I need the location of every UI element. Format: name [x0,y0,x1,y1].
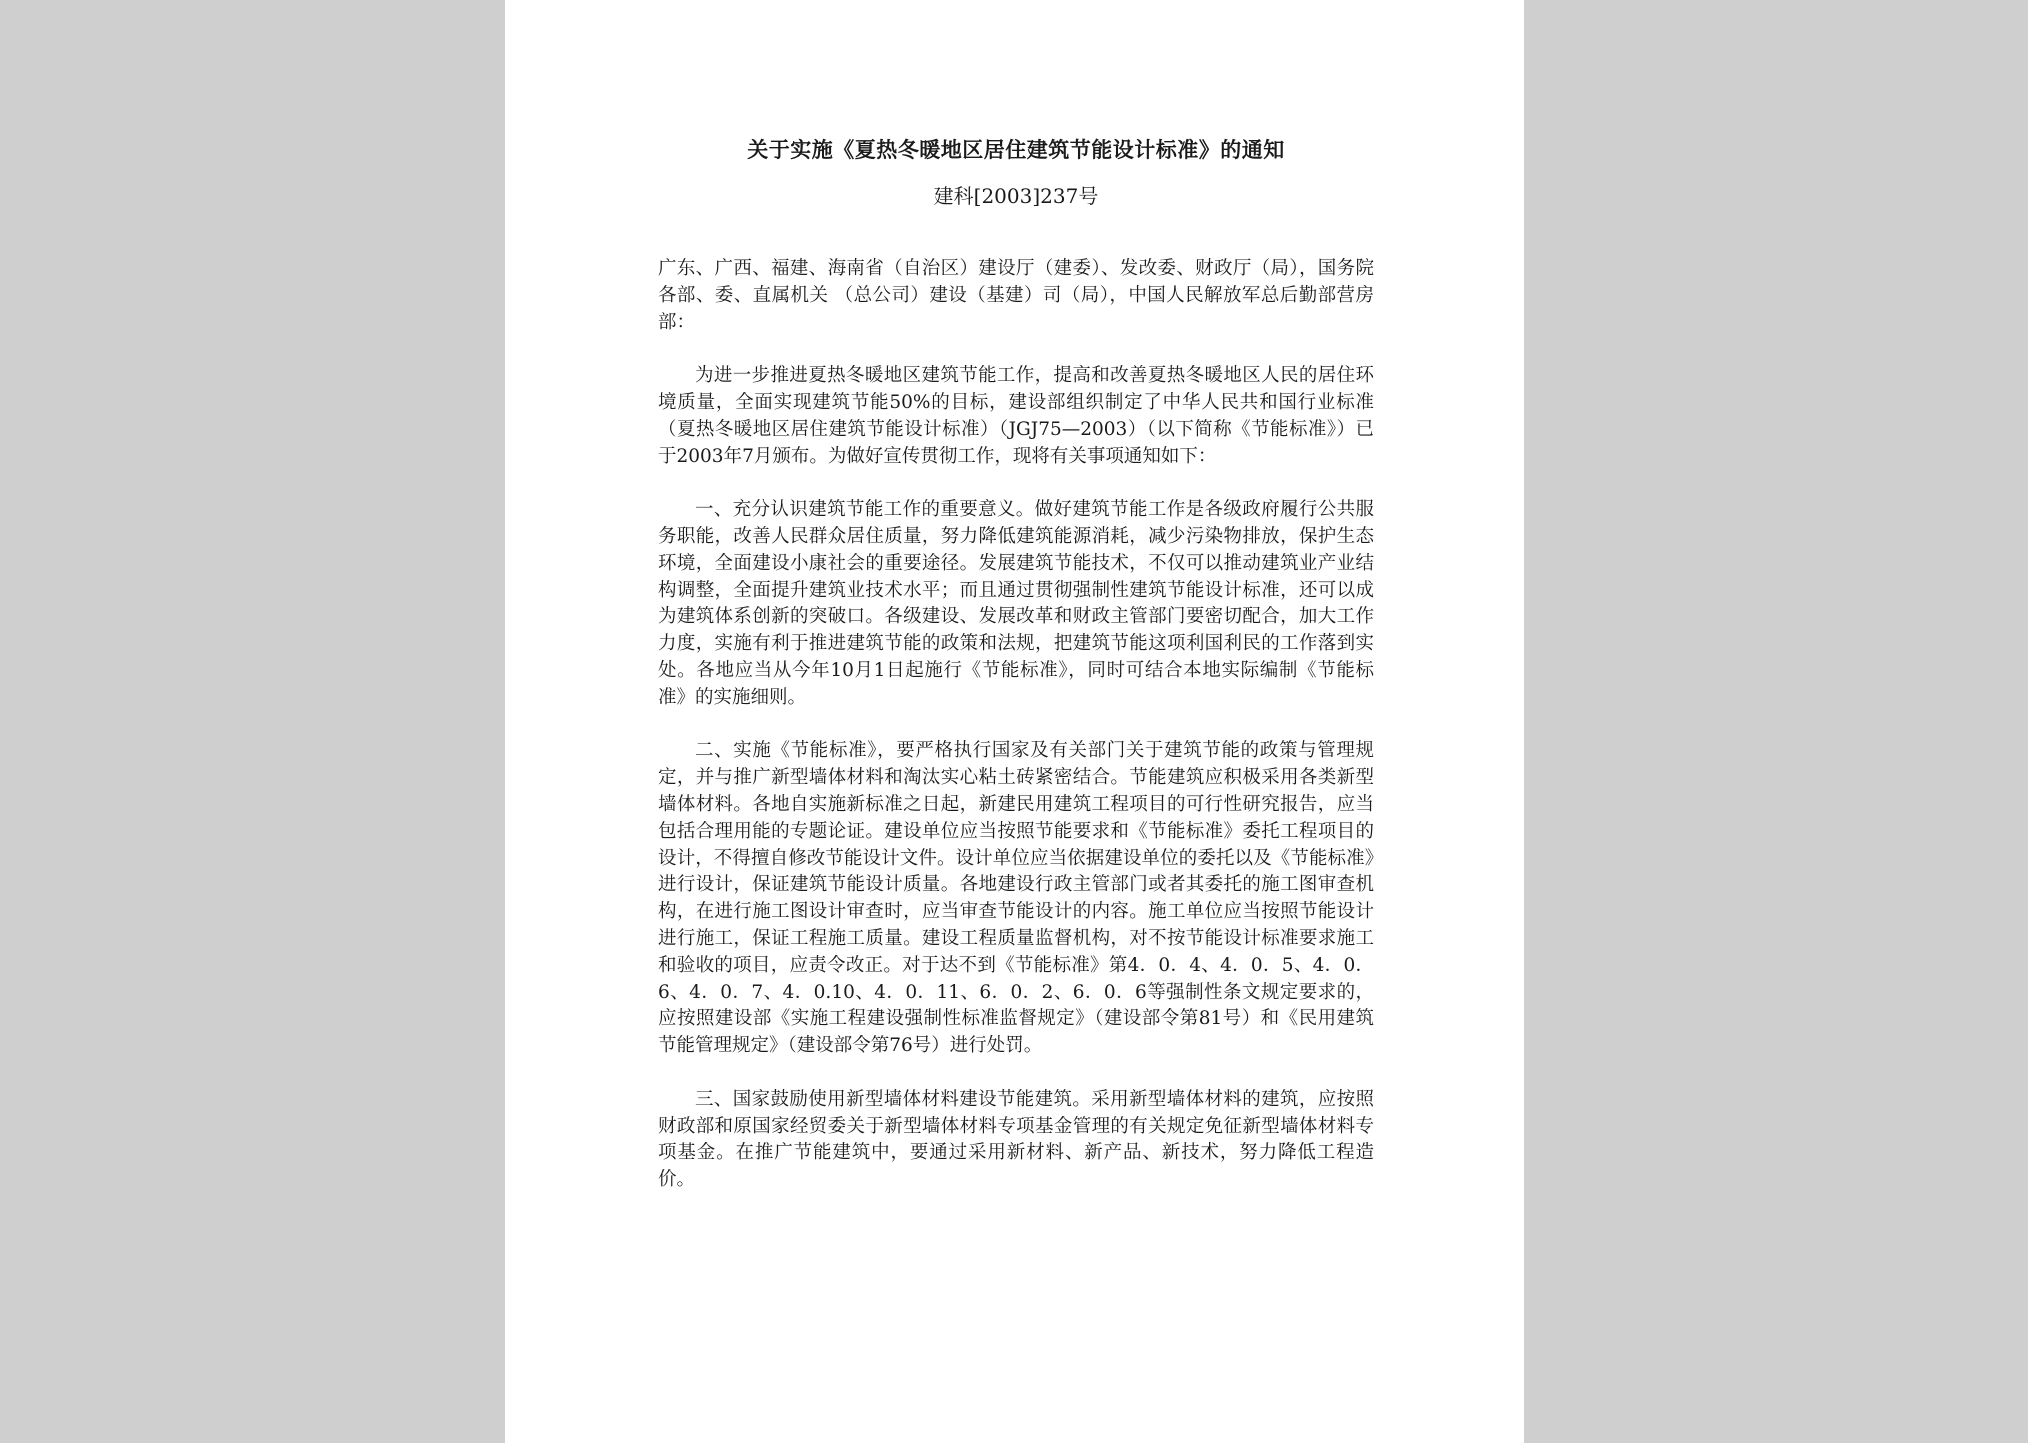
page-content [658,132,1374,1194]
paragraph-section-3: 三、国家鼓励使用新型墙体材料建设节能建筑。采用新型墙体材料的建筑，应按照财政部和原国家经贸委关于新型墙体材料专项基金管理的有关规定免征新型墙体材料专项基金。在推广节能建筑中，要通过采用新材料、新产品、新技术，努力降低工程造价。 [658,1088,1374,1191]
document-number: 建科[2003]237号 [933,184,1099,208]
document-page [505,0,1524,1443]
paragraph-intro: 为进一步推进夏热冬暖地区建筑节能工作，提高和改善夏热冬暖地区人民的居住环境质量，全面实现建筑节能50%的目标，建设部组织制定了中华人民共和国行业标准（夏热冬暖地区居住建筑节能设计标准）（JGJ75—2003）（以下简称《节能标准》）已于2003年7月颁布。为做好宣传贯彻工作，现将有关事项通知如下： [658,365,1374,467]
addressee: 广东、广西、福建、海南省（自治区）建设厅（建委）、发改委、财政厅（局），国务院各部、委、直属机关 （总公司）建设（基建）司（局），中国人民解放军总后勤部营房部： [658,258,1374,333]
paragraph-section-2: 二、实施《节能标准》，要严格执行国家及有关部门关于建筑节能的政策与管理规定，并与推广新型墙体材料和淘汰实心粘土砖紧密结合。节能建筑应积极采用各类新型墙体材料。各地自实施新标准之日起，新建民用建筑工程项目的可行性研究报告，应当包括合理用能的专题论证。建设单位应当按照节能要求和《节能标准》委托工程项目的设计，不得擅自修改节能设计文件。设计单位应当依据建设单位的委托以及《节能标准》进行设计，保证建筑节能设计质量。各地建设行政主管部门或者其委托的施工图审查机构，在进行施工图设计审查时，应当审查节能设计的内容。施工单位应当按照节能设计进行施工，保证工程施工质量。建设工程质量监督机构，对不按节能设计标准要求施工和验收的项目，应责令改正。对于达不到《节能标准》第4．0．4、4．0．5、4．0．6、4．0．7、4．0.10、4．0．11、6．0．2、6．0．6等强制性条文规定要求的，应按照建设部《实施工程建设强制性标准监督规定》（建设部令第81号）和《民用建筑节能管理规定》（建设部令第76号）进行处罚。 [658,740,1374,1057]
document-title: 关于实施《夏热冬暖地区居住建筑节能设计标准》的通知 [747,138,1285,162]
paragraph-section-1: 一、充分认识建筑节能工作的重要意义。做好建筑节能工作是各级政府履行公共服务职能，改善人民群众居住质量，努力降低建筑能源消耗，减少污染物排放，保护生态环境，全面建设小康社会的重要途径。发展建筑节能技术，不仅可以推动建筑业产业结构调整，全面提升建筑业技术水平；而且通过贯彻强制性建筑节能设计标准，还可以成为建筑体系创新的突破口。各级建设、发展改革和财政主管部门要密切配合，加大工作力度，实施有利于推进建筑节能的政策和法规，把建筑节能这项利国利民的工作落到实处。各地应当从今年10月1日起施行《节能标准》，同时可结合本地实际编制《节能标准》的实施细则。 [658,499,1374,708]
